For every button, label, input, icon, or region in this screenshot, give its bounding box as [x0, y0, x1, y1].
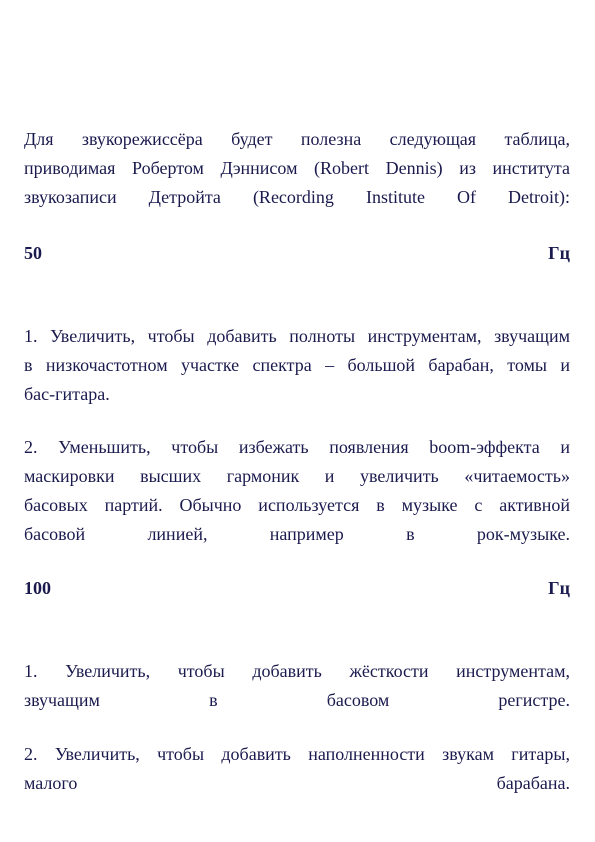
intro-line: Для звукорежиссёра будет полезна следующая таблица,: [24, 129, 570, 149]
frequency-value: 50: [24, 243, 42, 263]
intro-line: приводимая Робертом Дэннисом (Robert Dennis) из института: [24, 158, 570, 178]
section-50-item-1: [24, 322, 570, 409]
item-line: 2. Уменьшить, чтобы избежать появления boom-эффекта и: [24, 437, 570, 457]
item-line: маскировки высших гармоник и увеличить «читаемость»: [24, 466, 570, 486]
item-line: в низкочастотном участке спектра – большой барабан, томы и: [24, 355, 570, 375]
item-line: басовой линией, например в рок-музыке.: [24, 524, 570, 544]
frequency-unit: Гц: [548, 578, 570, 598]
item-line: 2. Увеличить, чтобы добавить наполненности звукам гитары,: [24, 744, 570, 764]
item-line: бас-гитара.: [24, 384, 110, 404]
frequency-unit: Гц: [548, 243, 570, 263]
section-100-item-1: [24, 657, 570, 715]
item-line: звучащим в басовом регистре.: [24, 690, 570, 710]
item-line: 1. Увеличить, чтобы добавить жёсткости инструментам,: [24, 661, 570, 681]
frequency-value: 100: [24, 578, 51, 598]
item-line: 1. Увеличить, чтобы добавить полноты инструментам, звучащим: [24, 326, 570, 346]
item-line: малого барабана.: [24, 773, 570, 793]
section-100-item-2: [24, 740, 570, 798]
section-50-item-2: [24, 433, 570, 549]
item-line: басовых партий. Обычно используется в музыке с активной: [24, 495, 570, 515]
section-heading-100hz: [24, 574, 570, 603]
section-heading-50hz: [24, 239, 570, 268]
intro-line: звукозаписи Детройта (Recording Institute Of Detroit):: [24, 187, 570, 207]
intro-paragraph: [24, 125, 570, 212]
